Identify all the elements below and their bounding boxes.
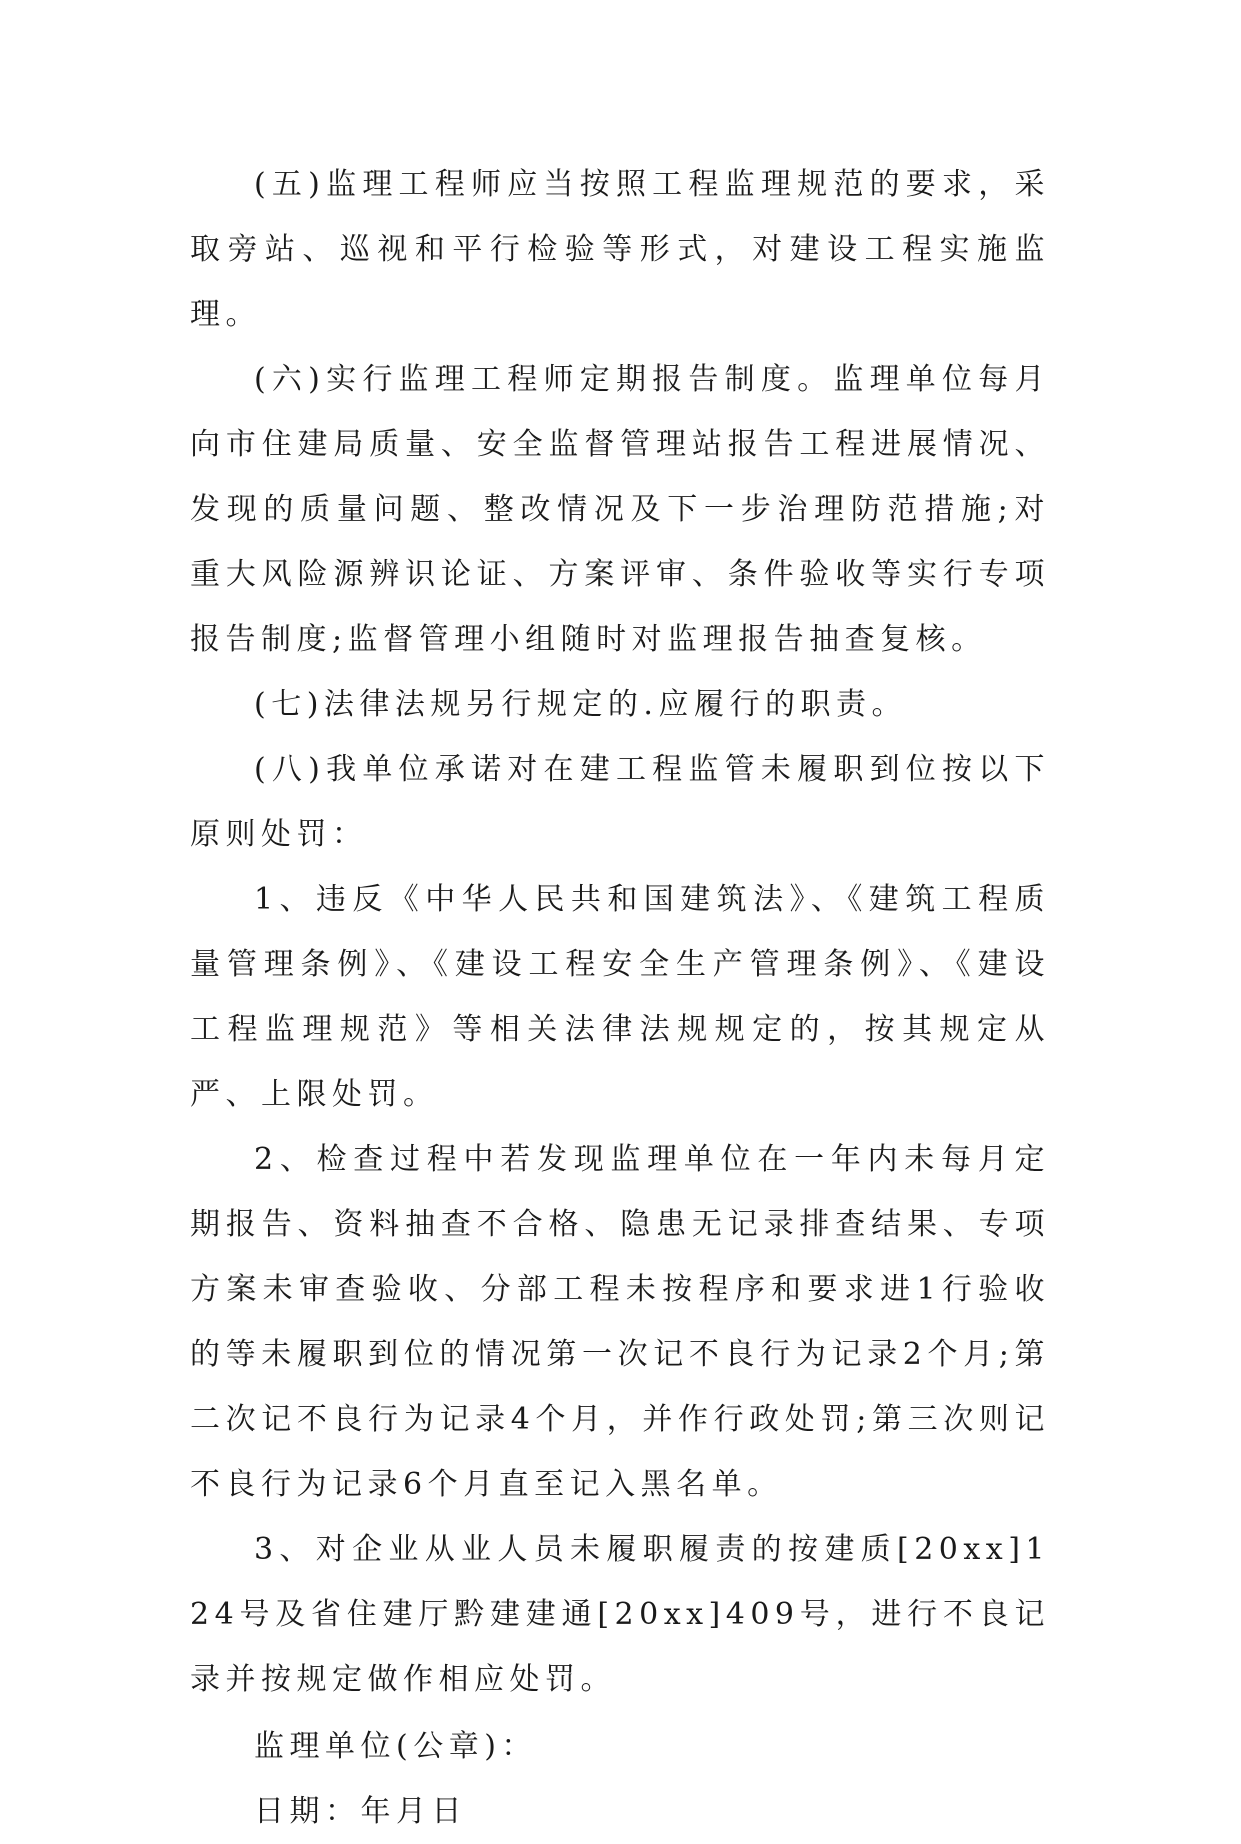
document-page xyxy=(190,152,1050,1844)
paragraph-5: (五)监理工程师应当按照工程监理规范的要求，采取旁站、巡视和平行检验等形式，对建设工程实施监理。 xyxy=(190,167,1050,332)
clause-3: 3、对企业从业人员未履职履责的按建质[20xx]124号及省住建厅黔建建通[20xx]409号，进行不良记录并按规定做作相应处罚。 xyxy=(190,1532,1050,1697)
clause-2: 2、检查过程中若发现监理单位在一年内未每月定期报告、资料抽查不合格、隐患无记录排查结果、专项方案未审查验收、分部工程未按程序和要求进1行验收的等未履职到位的情况第一次记不良行为记录2个月;第二次记不良行为记录4个月，并作行政处罚;第三次则记不良行为记录6个月直至记入黑名单。 xyxy=(190,1142,1050,1502)
paragraph-7: (七)法律法规另行规定的.应履行的职责。 xyxy=(254,687,907,722)
paragraph-8: (八)我单位承诺对在建工程监管未履职到位按以下原则处罚： xyxy=(190,752,1050,852)
supervision-unit-seal-label: 监理单位(公章)： xyxy=(254,1729,537,1764)
clause-1: 1、违反《中华人民共和国建筑法》、《建筑工程质量管理条例》、《建设工程安全生产管理条例》、《建设工程监理规范》等相关法律法规规定的，按其规定从严、上限处罚。 xyxy=(190,882,1050,1112)
date-label: 日期：年月日 xyxy=(254,1794,467,1829)
paragraph-6: (六)实行监理工程师定期报告制度。监理单位每月向市住建局质量、安全监督管理站报告工程进展情况、发现的质量问题、整改情况及下一步治理防范措施;对重大风险源辨识论证、方案评审、条件验收等实行专项报告制度;监督管理小组随时对监理报告抽查复核。 xyxy=(190,362,1050,657)
signature-block xyxy=(190,1714,1050,1844)
